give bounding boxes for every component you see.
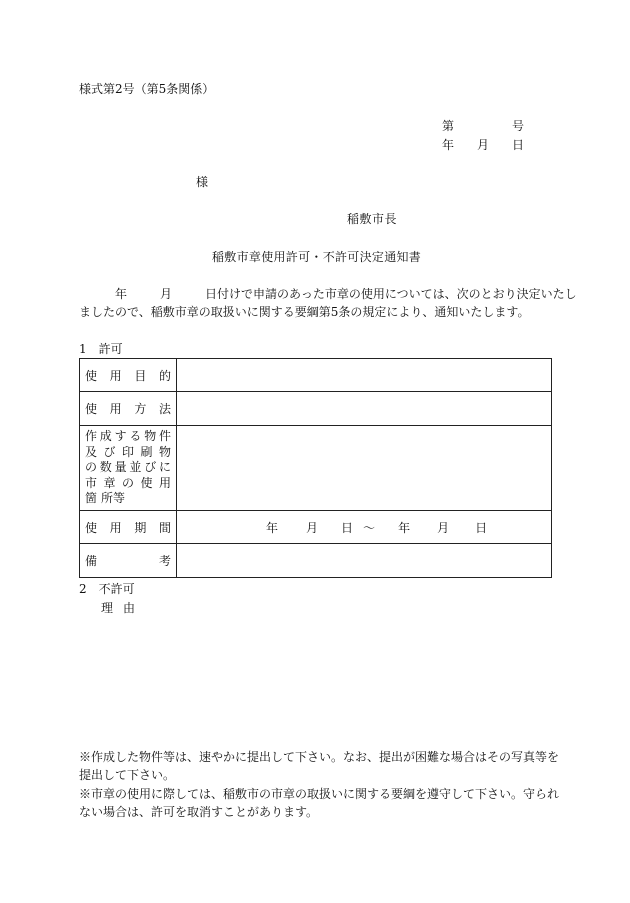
body-month: 月 bbox=[160, 287, 173, 301]
number-dai: 第 bbox=[442, 119, 455, 133]
row-purpose bbox=[80, 359, 552, 392]
note-1-line-2: 提出して下さい。 bbox=[79, 768, 176, 782]
permit-table bbox=[79, 358, 552, 578]
issuer-name: 稲敷市長 bbox=[347, 212, 398, 226]
body-year: 年 bbox=[115, 287, 128, 301]
period-start-month: 月 bbox=[306, 520, 319, 535]
row-period bbox=[80, 511, 552, 544]
body-line-1-text: 日付けで申請のあった市章の使用については、次のとおり決定いたし bbox=[205, 287, 577, 301]
period-start-day: 日 bbox=[341, 520, 354, 535]
row-items bbox=[80, 426, 552, 511]
date-year: 年 bbox=[442, 138, 455, 152]
value-method bbox=[177, 392, 552, 426]
recipient-honorific: 様 bbox=[196, 175, 209, 189]
body-paragraph-line-2: ましたので、稲敷市章の取扱いに関する要綱第5条の規定により、通知いたします。 bbox=[79, 305, 530, 319]
section-denial-heading: 2 不許可 bbox=[79, 582, 135, 596]
row-remarks bbox=[80, 544, 552, 578]
label-remarks: 備 考 bbox=[80, 544, 177, 578]
section-permit-heading: 1 許可 bbox=[79, 342, 123, 356]
note-1-line-1: ※作成した物件等は、速やかに提出して下さい。なお、提出が困難な場合はその写真等を bbox=[79, 750, 560, 764]
number-go: 号 bbox=[512, 119, 525, 133]
period-start-year: 年 bbox=[266, 520, 279, 535]
note-2-line-2: ない場合は、許可を取消すことがあります。 bbox=[79, 805, 319, 819]
value-remarks bbox=[177, 544, 552, 578]
reason-label: 理由 bbox=[101, 601, 146, 615]
value-period bbox=[177, 511, 552, 544]
note-2-line-1: ※市章の使用に際しては、稲敷市の市章の取扱いに関する要綱を遵守して下さい。守られ bbox=[79, 787, 560, 801]
period-tilde: ～ bbox=[363, 520, 376, 535]
period-end-year: 年 bbox=[398, 520, 411, 535]
form-number: 様式第2号（第5条関係） bbox=[79, 82, 215, 96]
row-method bbox=[80, 392, 552, 426]
period-end-day: 日 bbox=[475, 520, 488, 535]
document-title: 稲敷市章使用許可・不許可決定通知書 bbox=[212, 250, 422, 264]
label-method: 使 用 方 法 bbox=[80, 392, 177, 426]
body-paragraph-line-1 bbox=[79, 286, 577, 302]
label-items: 作 成 す る 物 件 及 び 印 刷 物 の 数 量 並 び に 市 章 の 使 用 箇 所 等 bbox=[80, 426, 177, 511]
date-day: 日 bbox=[512, 138, 525, 152]
label-purpose: 使 用 目 的 bbox=[80, 359, 177, 392]
label-period: 使 用 期 間 bbox=[80, 511, 177, 544]
value-purpose bbox=[177, 359, 552, 392]
period-end-month: 月 bbox=[437, 520, 450, 535]
date-month: 月 bbox=[477, 138, 490, 152]
value-items bbox=[177, 426, 552, 511]
